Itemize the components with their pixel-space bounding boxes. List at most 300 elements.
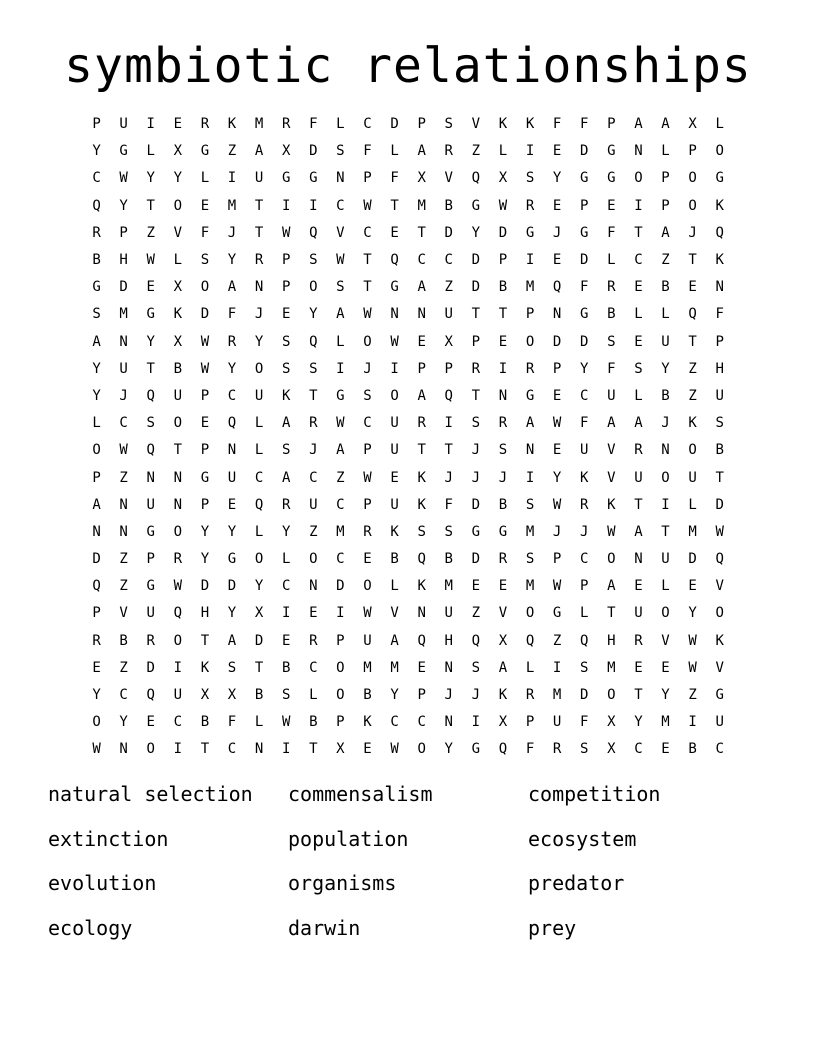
grid-cell[interactable]: B xyxy=(309,714,318,731)
grid-cell[interactable]: A xyxy=(607,415,616,432)
grid-cell[interactable]: R xyxy=(92,224,101,241)
grid-cell[interactable]: U xyxy=(607,387,616,404)
grid-cell[interactable]: F xyxy=(309,116,318,133)
grid-cell[interactable]: X xyxy=(498,632,508,649)
grid-cell[interactable]: L xyxy=(146,143,155,160)
grid-cell[interactable]: P xyxy=(661,197,670,214)
grid-cell[interactable]: D xyxy=(336,578,345,595)
grid-cell[interactable]: O xyxy=(254,551,264,568)
grid-cell[interactable]: K xyxy=(580,469,589,486)
grid-cell[interactable]: A xyxy=(607,578,616,595)
grid-cell[interactable]: F xyxy=(580,116,589,133)
grid-cell[interactable]: W xyxy=(390,741,399,758)
grid-cell[interactable]: X xyxy=(498,170,508,187)
grid-cell[interactable]: A xyxy=(92,333,101,350)
grid-cell[interactable]: G xyxy=(498,523,508,540)
grid-cell[interactable]: Y xyxy=(227,605,237,622)
grid-cell[interactable]: U xyxy=(363,632,372,649)
grid-cell[interactable]: K xyxy=(715,197,724,214)
grid-cell[interactable]: L xyxy=(607,252,616,269)
grid-cell[interactable]: B xyxy=(281,659,291,676)
grid-cell[interactable]: Y xyxy=(254,578,264,595)
grid-cell[interactable]: L xyxy=(254,415,264,432)
grid-cell[interactable]: C xyxy=(634,741,643,758)
grid-cell[interactable]: Y xyxy=(119,714,128,731)
grid-cell[interactable]: W xyxy=(336,415,345,432)
grid-cell[interactable]: I xyxy=(281,741,291,758)
grid-cell[interactable]: U xyxy=(390,496,399,513)
grid-cell[interactable]: W xyxy=(363,469,372,486)
grid-cell[interactable]: N xyxy=(119,333,128,350)
grid-cell[interactable]: Y xyxy=(444,741,453,758)
grid-cell[interactable]: M xyxy=(688,523,697,540)
grid-cell[interactable]: E xyxy=(146,714,155,731)
grid-cell[interactable]: P xyxy=(552,551,562,568)
grid-cell[interactable]: T xyxy=(363,279,372,296)
grid-cell[interactable]: W xyxy=(281,714,291,731)
grid-cell[interactable]: Q xyxy=(715,551,724,568)
grid-cell[interactable]: T xyxy=(417,224,426,241)
grid-cell[interactable]: Q xyxy=(498,741,508,758)
grid-cell[interactable]: S xyxy=(471,659,481,676)
grid-cell[interactable]: O xyxy=(417,741,426,758)
grid-cell[interactable]: N xyxy=(173,496,183,513)
grid-cell[interactable]: F xyxy=(390,170,399,187)
grid-cell[interactable]: J xyxy=(119,387,128,404)
grid-cell[interactable]: Q xyxy=(471,170,481,187)
grid-cell[interactable]: J xyxy=(552,523,562,540)
grid-cell[interactable]: G xyxy=(525,224,535,241)
grid-cell[interactable]: G xyxy=(92,279,101,296)
grid-cell[interactable]: R xyxy=(552,741,562,758)
grid-cell[interactable]: Y xyxy=(227,360,237,377)
grid-cell[interactable]: X xyxy=(498,714,508,731)
grid-cell[interactable]: X xyxy=(254,605,264,622)
grid-cell[interactable]: U xyxy=(580,442,589,459)
grid-cell[interactable]: E xyxy=(661,659,670,676)
grid-cell[interactable]: F xyxy=(607,224,616,241)
grid-cell[interactable]: S xyxy=(363,387,372,404)
grid-cell[interactable]: D xyxy=(254,632,264,649)
grid-cell[interactable]: W xyxy=(200,360,210,377)
grid-cell[interactable]: L xyxy=(634,387,643,404)
grid-cell[interactable]: I xyxy=(336,605,345,622)
grid-cell[interactable]: N xyxy=(92,523,101,540)
grid-cell[interactable]: Q xyxy=(92,197,101,214)
grid-cell[interactable]: K xyxy=(688,415,697,432)
grid-cell[interactable]: P xyxy=(200,442,210,459)
grid-cell[interactable]: M xyxy=(417,197,426,214)
grid-cell[interactable]: C xyxy=(92,170,101,187)
grid-cell[interactable]: W xyxy=(200,333,210,350)
grid-cell[interactable]: T xyxy=(254,224,264,241)
grid-cell[interactable]: P xyxy=(580,197,589,214)
grid-cell[interactable]: O xyxy=(661,469,670,486)
grid-cell[interactable]: T xyxy=(688,252,697,269)
grid-cell[interactable]: N xyxy=(444,714,453,731)
grid-cell[interactable]: K xyxy=(227,116,237,133)
grid-cell[interactable]: Q xyxy=(444,387,453,404)
grid-cell[interactable]: P xyxy=(363,170,372,187)
grid-cell[interactable]: A xyxy=(336,306,345,323)
grid-cell[interactable]: M xyxy=(254,116,264,133)
grid-cell[interactable]: N xyxy=(227,442,237,459)
grid-cell[interactable]: E xyxy=(200,415,210,432)
grid-cell[interactable]: M xyxy=(552,687,562,704)
grid-cell[interactable]: V xyxy=(444,170,453,187)
grid-cell[interactable]: A xyxy=(92,496,101,513)
grid-cell[interactable]: S xyxy=(715,415,724,432)
grid-cell[interactable]: J xyxy=(498,469,508,486)
grid-cell[interactable]: C xyxy=(336,551,345,568)
grid-cell[interactable]: L xyxy=(661,143,670,160)
grid-cell[interactable]: L xyxy=(661,578,670,595)
grid-cell[interactable]: T xyxy=(173,442,183,459)
grid-cell[interactable]: S xyxy=(498,442,508,459)
grid-cell[interactable]: L xyxy=(173,252,183,269)
grid-cell[interactable]: P xyxy=(336,632,345,649)
grid-cell[interactable]: H xyxy=(119,252,128,269)
grid-cell[interactable]: T xyxy=(254,197,264,214)
grid-cell[interactable]: Y xyxy=(146,333,155,350)
grid-cell[interactable]: U xyxy=(119,116,128,133)
grid-cell[interactable]: A xyxy=(227,632,237,649)
grid-cell[interactable]: Y xyxy=(661,360,670,377)
grid-cell[interactable]: I xyxy=(525,143,535,160)
grid-cell[interactable]: R xyxy=(634,632,643,649)
grid-cell[interactable]: Y xyxy=(580,360,589,377)
grid-cell[interactable]: F xyxy=(715,306,724,323)
grid-cell[interactable]: W xyxy=(281,224,291,241)
grid-cell[interactable]: B xyxy=(498,279,508,296)
grid-cell[interactable]: R xyxy=(525,197,535,214)
grid-cell[interactable]: Y xyxy=(552,469,562,486)
grid-cell[interactable]: C xyxy=(119,415,128,432)
grid-cell[interactable]: X xyxy=(173,143,183,160)
grid-cell[interactable]: X xyxy=(417,170,426,187)
grid-cell[interactable]: Z xyxy=(688,360,697,377)
grid-cell[interactable]: E xyxy=(173,116,183,133)
grid-cell[interactable]: S xyxy=(580,659,589,676)
grid-cell[interactable]: O xyxy=(173,632,183,649)
grid-cell[interactable]: S xyxy=(227,659,237,676)
grid-cell[interactable]: T xyxy=(309,741,318,758)
grid-cell[interactable]: E xyxy=(688,578,697,595)
grid-cell[interactable]: N xyxy=(173,469,183,486)
grid-cell[interactable]: X xyxy=(444,333,453,350)
grid-cell[interactable]: O xyxy=(336,659,345,676)
grid-cell[interactable]: O xyxy=(200,279,210,296)
grid-cell[interactable]: G xyxy=(146,306,155,323)
grid-cell[interactable]: L xyxy=(498,143,508,160)
grid-cell[interactable]: P xyxy=(200,496,210,513)
grid-cell[interactable]: K xyxy=(715,252,724,269)
grid-cell[interactable]: S xyxy=(281,333,291,350)
grid-cell[interactable]: P xyxy=(661,170,670,187)
grid-cell[interactable]: S xyxy=(634,360,643,377)
grid-cell[interactable]: W xyxy=(119,170,128,187)
grid-cell[interactable]: E xyxy=(688,279,697,296)
grid-cell[interactable]: N xyxy=(254,279,264,296)
grid-cell[interactable]: S xyxy=(525,170,535,187)
grid-cell[interactable]: P xyxy=(498,252,508,269)
grid-cell[interactable]: T xyxy=(200,632,210,649)
grid-cell[interactable]: Q xyxy=(92,578,101,595)
grid-cell[interactable]: O xyxy=(309,551,318,568)
grid-cell[interactable]: O xyxy=(607,687,616,704)
grid-cell[interactable]: B xyxy=(92,252,101,269)
grid-cell[interactable]: E xyxy=(552,197,562,214)
grid-cell[interactable]: G xyxy=(607,143,616,160)
grid-cell[interactable]: D xyxy=(146,659,155,676)
grid-cell[interactable]: S xyxy=(525,551,535,568)
grid-cell[interactable]: R xyxy=(309,632,318,649)
grid-cell[interactable]: D xyxy=(552,333,562,350)
grid-cell[interactable]: Q xyxy=(390,252,399,269)
grid-cell[interactable]: T xyxy=(254,659,264,676)
grid-cell[interactable]: D xyxy=(444,224,453,241)
grid-cell[interactable]: T xyxy=(715,469,724,486)
grid-cell[interactable]: J xyxy=(552,224,562,241)
grid-cell[interactable]: T xyxy=(607,605,616,622)
grid-cell[interactable]: K xyxy=(200,659,210,676)
grid-cell[interactable]: A xyxy=(661,116,670,133)
grid-cell[interactable]: P xyxy=(92,116,101,133)
grid-cell[interactable]: D xyxy=(200,578,210,595)
grid-cell[interactable]: Q xyxy=(580,632,589,649)
grid-cell[interactable]: J xyxy=(688,224,697,241)
grid-cell[interactable]: R xyxy=(525,360,535,377)
grid-cell[interactable]: E xyxy=(634,279,643,296)
grid-cell[interactable]: C xyxy=(227,741,237,758)
grid-cell[interactable]: G xyxy=(390,279,399,296)
grid-cell[interactable]: F xyxy=(607,360,616,377)
grid-cell[interactable]: E xyxy=(146,279,155,296)
grid-cell[interactable]: C xyxy=(363,415,372,432)
grid-cell[interactable]: E xyxy=(417,333,426,350)
grid-cell[interactable]: Y xyxy=(390,687,399,704)
grid-cell[interactable]: R xyxy=(471,360,481,377)
grid-cell[interactable]: N xyxy=(254,741,264,758)
grid-cell[interactable]: W xyxy=(552,415,562,432)
grid-cell[interactable]: R xyxy=(200,116,210,133)
grid-cell[interactable]: N xyxy=(444,659,453,676)
grid-cell[interactable]: I xyxy=(661,496,670,513)
grid-cell[interactable]: W xyxy=(363,197,372,214)
grid-cell[interactable]: O xyxy=(715,143,724,160)
grid-cell[interactable]: O xyxy=(525,333,535,350)
grid-cell[interactable]: C xyxy=(309,659,318,676)
grid-cell[interactable]: B xyxy=(607,306,616,323)
grid-cell[interactable]: C xyxy=(634,252,643,269)
grid-cell[interactable]: D xyxy=(200,306,210,323)
grid-cell[interactable]: C xyxy=(580,387,589,404)
grid-cell[interactable]: X xyxy=(173,279,183,296)
grid-cell[interactable]: G xyxy=(309,170,318,187)
grid-cell[interactable]: O xyxy=(173,197,183,214)
grid-cell[interactable]: B xyxy=(444,197,453,214)
grid-cell[interactable]: Q xyxy=(146,687,155,704)
grid-cell[interactable]: G xyxy=(281,170,291,187)
grid-cell[interactable]: F xyxy=(525,741,535,758)
grid-cell[interactable]: Z xyxy=(119,551,128,568)
grid-cell[interactable]: C xyxy=(173,714,183,731)
grid-cell[interactable]: D xyxy=(227,578,237,595)
grid-cell[interactable]: T xyxy=(417,442,426,459)
grid-cell[interactable]: U xyxy=(661,551,670,568)
grid-cell[interactable]: K xyxy=(715,632,724,649)
grid-cell[interactable]: Q xyxy=(173,605,183,622)
grid-cell[interactable]: J xyxy=(444,469,453,486)
grid-cell[interactable]: J xyxy=(471,687,481,704)
grid-cell[interactable]: P xyxy=(715,333,724,350)
grid-cell[interactable]: D xyxy=(580,687,589,704)
grid-cell[interactable]: Z xyxy=(661,252,670,269)
grid-cell[interactable]: T xyxy=(471,387,481,404)
grid-cell[interactable]: K xyxy=(498,687,508,704)
grid-cell[interactable]: T xyxy=(390,197,399,214)
grid-cell[interactable]: S xyxy=(281,360,291,377)
grid-cell[interactable]: L xyxy=(634,306,643,323)
grid-cell[interactable]: N xyxy=(119,523,128,540)
grid-cell[interactable]: Z xyxy=(227,143,237,160)
grid-cell[interactable]: L xyxy=(688,496,697,513)
grid-cell[interactable]: C xyxy=(336,197,345,214)
grid-cell[interactable]: U xyxy=(390,442,399,459)
grid-cell[interactable]: S xyxy=(281,687,291,704)
grid-cell[interactable]: Q xyxy=(254,496,264,513)
grid-cell[interactable]: E xyxy=(498,333,508,350)
grid-cell[interactable]: O xyxy=(92,714,101,731)
grid-cell[interactable]: C xyxy=(254,469,264,486)
grid-cell[interactable]: U xyxy=(254,170,264,187)
grid-cell[interactable]: C xyxy=(281,578,291,595)
grid-cell[interactable]: O xyxy=(688,442,697,459)
grid-cell[interactable]: N xyxy=(309,578,318,595)
grid-cell[interactable]: T xyxy=(363,252,372,269)
grid-cell[interactable]: P xyxy=(552,360,562,377)
grid-cell[interactable]: S xyxy=(525,496,535,513)
grid-cell[interactable]: L xyxy=(254,523,264,540)
grid-cell[interactable]: R xyxy=(173,551,183,568)
grid-cell[interactable]: O xyxy=(634,170,643,187)
grid-cell[interactable]: N xyxy=(336,170,345,187)
grid-cell[interactable]: R xyxy=(498,415,508,432)
grid-cell[interactable]: Q xyxy=(715,224,724,241)
grid-cell[interactable]: E xyxy=(92,659,101,676)
grid-cell[interactable]: Y xyxy=(227,252,237,269)
grid-cell[interactable]: L xyxy=(200,170,210,187)
grid-cell[interactable]: U xyxy=(552,714,562,731)
grid-cell[interactable]: S xyxy=(92,306,101,323)
grid-cell[interactable]: C xyxy=(363,116,372,133)
grid-cell[interactable]: J xyxy=(363,360,372,377)
grid-cell[interactable]: W xyxy=(552,496,562,513)
grid-cell[interactable]: T xyxy=(634,496,643,513)
grid-cell[interactable]: L xyxy=(254,442,264,459)
grid-cell[interactable]: S xyxy=(336,143,345,160)
grid-cell[interactable]: U xyxy=(119,360,128,377)
grid-cell[interactable]: N xyxy=(634,551,643,568)
grid-cell[interactable]: S xyxy=(444,523,453,540)
grid-cell[interactable]: P xyxy=(200,387,210,404)
grid-cell[interactable]: V xyxy=(119,605,128,622)
grid-cell[interactable]: N xyxy=(417,306,426,323)
grid-cell[interactable]: D xyxy=(715,496,724,513)
grid-cell[interactable]: G xyxy=(146,578,155,595)
grid-cell[interactable]: U xyxy=(390,415,399,432)
grid-cell[interactable]: I xyxy=(173,659,183,676)
grid-cell[interactable]: K xyxy=(498,116,508,133)
grid-cell[interactable]: U xyxy=(715,714,724,731)
grid-cell[interactable]: Z xyxy=(309,523,318,540)
grid-cell[interactable]: T xyxy=(309,387,318,404)
grid-cell[interactable]: D xyxy=(580,252,589,269)
grid-cell[interactable]: Y xyxy=(254,333,264,350)
grid-cell[interactable]: P xyxy=(444,360,453,377)
grid-cell[interactable]: A xyxy=(498,659,508,676)
grid-cell[interactable]: J xyxy=(227,224,237,241)
grid-cell[interactable]: N xyxy=(498,387,508,404)
grid-cell[interactable]: U xyxy=(254,387,264,404)
grid-cell[interactable]: D xyxy=(390,116,399,133)
grid-cell[interactable]: A xyxy=(281,415,291,432)
grid-cell[interactable]: P xyxy=(92,469,101,486)
grid-cell[interactable]: G xyxy=(580,306,589,323)
grid-cell[interactable]: M xyxy=(390,659,399,676)
grid-cell[interactable]: D xyxy=(471,496,481,513)
grid-cell[interactable]: X xyxy=(227,687,237,704)
grid-cell[interactable]: G xyxy=(525,387,535,404)
grid-cell[interactable]: E xyxy=(607,197,616,214)
grid-cell[interactable]: P xyxy=(471,333,481,350)
grid-cell[interactable]: S xyxy=(607,333,616,350)
grid-cell[interactable]: R xyxy=(281,496,291,513)
grid-cell[interactable]: O xyxy=(661,605,670,622)
grid-cell[interactable]: A xyxy=(281,469,291,486)
grid-cell[interactable]: R xyxy=(227,333,237,350)
grid-cell[interactable]: Y xyxy=(146,170,155,187)
grid-cell[interactable]: W xyxy=(688,632,697,649)
grid-cell[interactable]: F xyxy=(227,306,237,323)
grid-cell[interactable]: N xyxy=(119,496,128,513)
grid-cell[interactable]: B xyxy=(661,387,670,404)
grid-cell[interactable]: W xyxy=(390,333,399,350)
grid-cell[interactable]: M xyxy=(119,306,128,323)
grid-cell[interactable]: S xyxy=(309,360,318,377)
grid-cell[interactable]: J xyxy=(444,687,453,704)
grid-cell[interactable]: R xyxy=(580,496,589,513)
grid-cell[interactable]: C xyxy=(715,741,724,758)
grid-cell[interactable]: S xyxy=(336,279,345,296)
grid-cell[interactable]: I xyxy=(227,170,237,187)
grid-cell[interactable]: K xyxy=(525,116,535,133)
grid-cell[interactable]: L xyxy=(580,605,589,622)
grid-cell[interactable]: I xyxy=(336,360,345,377)
grid-cell[interactable]: I xyxy=(498,360,508,377)
grid-cell[interactable]: V xyxy=(471,116,481,133)
grid-cell[interactable]: D xyxy=(471,279,481,296)
grid-cell[interactable]: Y xyxy=(471,224,481,241)
grid-cell[interactable]: Z xyxy=(119,469,128,486)
grid-cell[interactable]: O xyxy=(363,333,372,350)
grid-cell[interactable]: T xyxy=(471,306,481,323)
grid-cell[interactable]: U xyxy=(173,387,183,404)
grid-cell[interactable]: P xyxy=(363,496,372,513)
grid-cell[interactable]: U xyxy=(309,496,318,513)
grid-cell[interactable]: W xyxy=(688,659,697,676)
grid-cell[interactable]: R xyxy=(444,143,453,160)
